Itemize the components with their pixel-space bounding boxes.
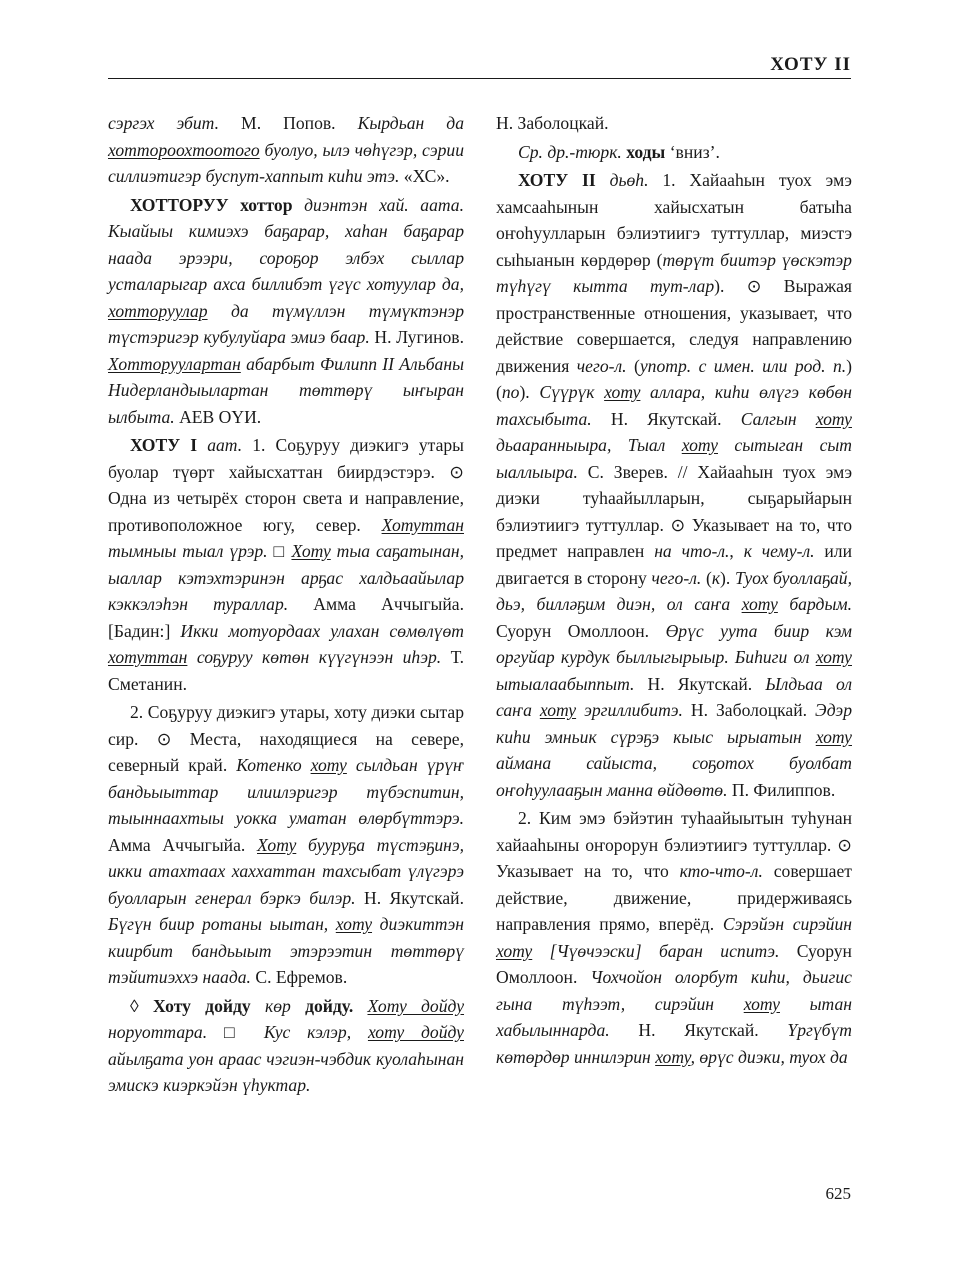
text-run: или двигается в сторону <box>496 541 852 588</box>
page-number: 625 <box>825 1184 851 1203</box>
example-keyword: хоту <box>815 408 852 429</box>
text-run: ( <box>701 567 712 588</box>
example-keyword: Хоту <box>291 541 331 561</box>
italic-text: ытан хабылыннарда. <box>496 993 853 1040</box>
example-keyword: хоту дойду <box>367 1022 464 1042</box>
text-run: Амма Аччыгыйа. [Бадин:] <box>108 594 464 641</box>
text-run: Н. Заболоцкай. <box>682 700 815 720</box>
example-keyword: Хотуттан <box>381 514 464 535</box>
text-run: 2. Ким эмэ бэйэтин туһаайыытын туһунан хайааһыны оҥорорун бэлиэтиигэ туттуллар. ⊙ Указывает на то, что <box>496 808 852 881</box>
text-run: ). <box>519 382 540 402</box>
italic-text: Кус кэлэр, <box>263 1022 368 1042</box>
text-run: Суорун Омоллоон. <box>496 940 852 987</box>
italic-text: аат. <box>197 435 243 455</box>
text-run: совершает действие, движение, придерживаясь направления прямо, вперёд. <box>496 861 852 934</box>
text-run: □ <box>207 1022 264 1042</box>
example-keyword: хоттороохтоотого <box>108 139 260 160</box>
text-run: ). ⊙ Выражая пространственные отношения, указывает, что действие совершается, следуя направлению движения <box>496 276 853 376</box>
italic-text: на что-л. <box>654 541 730 561</box>
example-keyword: хоту <box>681 435 718 455</box>
example-keyword: Хоту дойду <box>367 995 465 1016</box>
italic-text: норуоттара. <box>108 1022 208 1042</box>
italic-text: бардым. <box>777 594 852 614</box>
headword: Хоту дойду <box>152 995 251 1016</box>
italic-text: Бүгүн биир ротаны ыытан, <box>108 914 336 934</box>
italic-text: сылдьан үрүҥ бандьыыттар илиилэригэр түбэспитин, тыыннаахтыы уокка уматан өлөрбүттэрэ. <box>108 755 464 828</box>
italic-text: к чему-л. <box>743 541 815 561</box>
text-run: С. Ефремов. <box>250 967 348 987</box>
text-run: Н. Заболоцкай. <box>496 113 609 133</box>
entry-paragraph <box>108 110 464 190</box>
headword: хоттор <box>240 194 293 215</box>
text-run: Н. Якутскай. <box>355 887 464 908</box>
example-keyword: хоту <box>310 755 347 775</box>
entry-paragraph <box>108 993 464 1099</box>
italic-text: кто-что-л. <box>679 861 763 881</box>
example-keyword: Хоту <box>257 834 297 855</box>
italic-text: тымныы тыал үрэр. <box>108 541 268 561</box>
italic-text: соҕуруу көтөн күүгүнээн иһэр. <box>187 647 442 667</box>
text-run: М. Попов. <box>219 113 358 133</box>
entry-paragraph <box>496 167 852 803</box>
example-keyword: хоту <box>655 1046 691 1067</box>
entry-paragraph <box>108 192 464 431</box>
italic-text: буолуо, ылэ чөһүгэр, сэрии силлиэтигэр буспут-хаппыт киһи этэ. <box>108 139 464 186</box>
italic-text: Кырдьан да <box>357 113 464 133</box>
italic-text: аймана сайыста, соҕотох буолбат оҥоһуулааҕын манна өйдөөтө. <box>496 753 852 800</box>
italic-text: абарбыт Филипп II Альбаны Нидерландыылартан төттөрү ыҥыран ылбыта. <box>108 353 464 427</box>
right-column <box>496 110 852 1070</box>
text-run: ◊ <box>130 995 153 1016</box>
italic-text: тыа саҕатынан, ыаллар кэтэхтэринэн арҕас халдьаайылар кэккэлэһэн тураллар. <box>108 541 464 614</box>
text-run: 2. Соҕуруу диэкигэ утары, хоту диэки сытар сир. ⊙ Места, находящиеся на севере, северный край. <box>108 702 464 775</box>
italic-text: чего-л. <box>651 567 702 588</box>
italic-text: көр <box>250 995 306 1016</box>
text-run: Суорун Омоллоон. <box>496 620 666 641</box>
example-keyword: хоту <box>815 647 852 667</box>
italic-text: бууруҕа түстэҕинэ, икки атахтаах хаххаттан тахсыбат үлүгэрэ буолларын генерал бэркэ билэр. <box>108 834 464 908</box>
italic-text: айылҕата уон араас чэгиэн-чэбдик куолаһынан эмискэ киэркэйэн үһуктар. <box>108 1048 464 1095</box>
example-keyword: хоту <box>743 993 780 1014</box>
headword: ХОТТОРУУ <box>130 194 229 215</box>
text-run: ‘вниз’. <box>665 141 720 162</box>
italic-text: Үргүбүт көтөрдөр иннилэрин <box>496 1020 852 1067</box>
italic-text: диэкиттэн киирбит бандьыыт этэрээтин төттөрү тэйитиэххэ наада. <box>108 914 464 987</box>
italic-text: Ср. др.-тюрк. <box>518 141 622 162</box>
italic-text: да түмүллэн түмүктэнэр түстэригэр кубулуйара эмиэ баар. <box>108 300 464 347</box>
entry-paragraph <box>496 139 852 166</box>
italic-text: сэргэх эбит. <box>108 113 219 133</box>
text-run: Н. Якутскай. <box>609 1020 788 1040</box>
example-keyword: хоту <box>815 726 852 747</box>
text-run <box>229 195 241 215</box>
text-run: , <box>729 541 744 561</box>
left-column <box>108 110 464 1099</box>
text-run <box>353 996 367 1016</box>
italic-text: ытыалаабыппыт. <box>496 673 635 694</box>
example-keyword: хоту <box>539 700 577 720</box>
text-run: Т. Сметанин. <box>108 647 464 694</box>
italic-text: сытыган сыт ыаллыыра. <box>496 435 852 482</box>
italic-text: Сэрэйэн сирэйин <box>722 914 852 934</box>
italic-text: дьааранныыра, Тыал <box>496 435 682 455</box>
text-run: Амма Аччыгыйа. <box>108 834 257 855</box>
headword: ХОТУ II <box>518 170 596 190</box>
text-run: ) ( <box>496 355 853 402</box>
italic-text: Сүүрүк <box>539 382 605 402</box>
example-keyword: Хотторуулартан <box>108 353 241 374</box>
page-header <box>108 54 851 78</box>
text-run: П. Филиппов. <box>727 779 836 800</box>
italic-text: төрүт биитэр үөскэтэр түһүгү кытта тут-лар <box>496 249 852 296</box>
example-keyword: хоту <box>335 914 373 934</box>
example-keyword: хотторуулар <box>108 300 208 321</box>
text-run: Н. Якутскай. <box>634 673 766 694</box>
italic-text: Ылдьаа ол саҥа <box>496 673 852 720</box>
text-run: Н. Якутскай. <box>591 408 741 429</box>
running-head: ХОТУ II <box>770 54 851 75</box>
text-run: «ХС». <box>399 166 450 186</box>
italic-text: эргиллибитэ. <box>576 700 683 720</box>
text-run: ( <box>626 355 640 376</box>
italic-text: [Чүөчээски] баран испитэ. <box>532 940 780 961</box>
italic-text: к <box>711 567 721 588</box>
example-keyword: хотуттан <box>108 647 188 667</box>
italic-text: Чохчойон олорбут киһи, дьигис гына түһээт, сирэйин <box>496 967 852 1014</box>
text-run: С. Зверев. // Хайааһын туох эмэ диэки туһаайылларын, сыҕарыйарын бэлиэтиигэ туттуллар. ⊙ Указывает на то, что предмет направлен <box>496 461 852 561</box>
text-run: 1. Соҕуруу диэкигэ утары буолар түөрт хайысхаттан биирдэстэрэ. ⊙ Одна из четырёх сторон света и направление, противоположное югу, север. <box>108 435 465 535</box>
italic-text: Котенко <box>236 755 311 775</box>
example-keyword: хоту <box>604 382 641 402</box>
italic-text: диэнтэн хай. аата. Кыайыы кимиэхэ баҕарар, хаһан баҕарар наада эрээри, сороҕор элбэх сыллар усталарыгар ахса биллибэт үгүс хотуулар да, <box>108 194 464 294</box>
text-run: 1. Хайааһын туох эмэ хамсааһынын хайысхатын батыһа оҥоһуулларын бэлиэтиигэ туттуллар, миэстэ сыһыанын көрдөрөр ( <box>496 170 852 270</box>
entry-paragraph <box>108 699 464 991</box>
italic-text: Салгын <box>740 408 816 429</box>
italic-text: Туох буоллаҕай, дьэ, билләҕим диэн, ол саҥа <box>496 567 853 614</box>
entry-paragraph <box>496 805 852 1070</box>
text-run: □ <box>267 541 292 561</box>
italic-text: дьөһ. <box>595 170 649 190</box>
italic-text: чего-л. <box>576 355 627 376</box>
italic-text: , өрүс диэки, туох да <box>690 1046 848 1067</box>
italic-text: аллара, киһи өлүгэ көбөн тахсыбыта. <box>496 382 852 429</box>
italic-text: Икки мотуордаах улахан сөмөлүөт <box>180 620 464 641</box>
entry-paragraph <box>108 432 464 697</box>
italic-text: Эдэр киһи эмньик сүрэҕэ кыыс ырыатын <box>496 700 852 747</box>
headword: ходы <box>626 141 666 162</box>
italic-text: Өрүс уута биир кэм оргуйар курдук быллыгырыыр. Биһиги ол <box>496 620 852 667</box>
headword: дойду. <box>305 995 354 1016</box>
italic-text: по <box>501 382 520 402</box>
entry-paragraph <box>496 110 852 137</box>
italic-text: употр. с имен. или род. п. <box>639 355 847 376</box>
text-run: АЕВ ОҮИ. <box>174 406 262 427</box>
example-keyword: хоту <box>496 940 533 961</box>
example-keyword: хоту <box>741 594 778 614</box>
text-run: ). <box>720 567 735 588</box>
headword: ХОТУ I <box>130 435 198 455</box>
header-rule <box>108 78 851 79</box>
text-run: Н. Лугинов. <box>369 327 464 347</box>
